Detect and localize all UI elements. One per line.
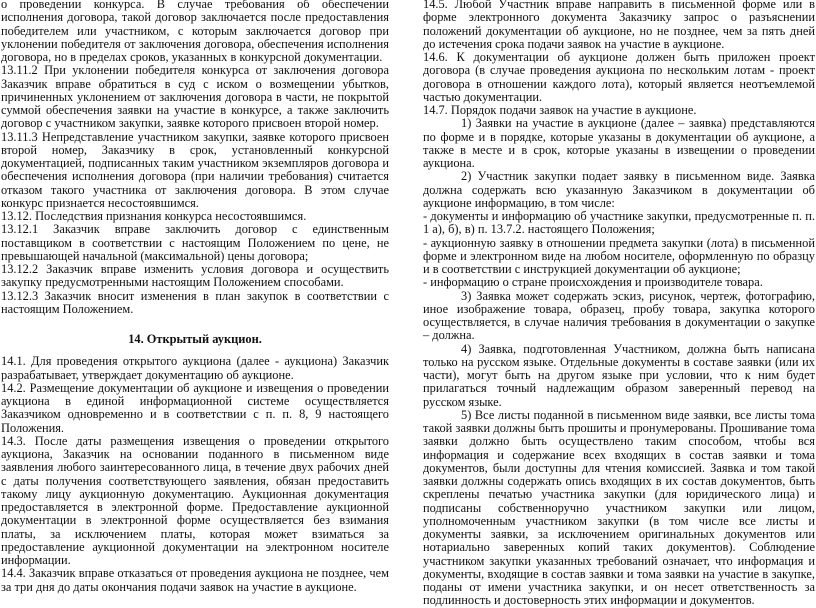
- list-item-documents: - документы и информацию об участнике закупки, предусмотренные п. п. 1 а), б), в) п. 13.7.2. настоящего Положения;: [423, 209, 815, 237]
- paragraph-14-6: 14.6. К документации об аукционе должен быть приложен проект договора (в случае проведения аукциона по нескольким лотам - проект договора в отношении каждого лота), который является неотъемлемой частью документации.: [423, 50, 815, 104]
- paragraph-14-1: 14.1. Для проведения открытого аукциона (далее - аукциона) Заказчик разрабатывает, утверждает документацию об аукционе.: [1, 354, 389, 382]
- list-item-country-info: - информацию о стране происхождения и производителе товара.: [423, 275, 763, 290]
- paragraph-13-12-1: 13.12.1 Заказчик вправе заключить договор с единственным поставщиком в соответствии с настоящим Положением по цене, не превышающей начальной (максимальной) цены договора;: [1, 222, 389, 263]
- item-5: 5) Все листы поданной в письменном виде заявки, все листы тома такой заявки должны быть прошиты и пронумерованы. Прошивание тома заявки должно быть осуществлено таким способом, чтобы вся информация и содержание всех входящих в состав заявки и тома документов, были доступны для чтения комиссией. Заявка и том такой заявки должны содержать опись входящих в их состав документов, быть скреплены печатью участника закупки (для юридического лица) и подписаны собственноручно участником закупки или лицом, уполномоченным участником закупки (в том числе все листы и документы заявки, за исключением оригинальных документов или нотариально заверенных копий таких документов). Соблюдение участником закупки указанных требований означает, что информация и документы, входящие в состав заявки и тома заявки на участие в закупке, поданы от имени участника закупки, и он несет ответственность за подлинность и достоверность этих информации и документов.: [423, 407, 815, 608]
- paragraph-14-3: 14.3. После даты размещения извещения о проведении открытого аукциона, Заказчик на основании поданного в письменном виде заявления любого заинтересованного лица, в течение двух рабочих дней с даты получения соответствующего заявления, обязан предоставить такому лицу аукционную документацию. Аукционная документация предоставляется в электронной форме. Предоставление аукционной документации в электронной форме осуществляется без взимания платы, за исключением платы, которая может взиматься за предоставление аукционной документации на электронном носителе информации.: [1, 433, 389, 567]
- paragraph-13-11-3: 13.11.3 Непредставление участником закупки, заявке которого присвоен второй номер, Заказчику в срок, установленный конкурсной документацией, подписанных таким участником экземпляров договора и обеспечения исполнения договора (при наличии требования) считается отказом такого участника от заключения договора. В этом случае конкурс признается несостоявшимся.: [1, 129, 389, 210]
- item-2: 2) Участник закупки подает заявку в письменном виде. Заявка должна содержать всю указанную Заказчиком в документации об аукционе информацию, в том числе:: [423, 169, 815, 210]
- paragraph-14-2: 14.2. Размещение документации об аукционе и извещения о проведении аукциона в единой информационной системе осуществляется Заказчиком одновременно и в соответствии с п. п. 8, 9 настоящего Положения.: [1, 380, 389, 435]
- paragraph-14-4: 14.4. Заказчик вправе отказаться от проведения аукциона не позднее, чем за три дня до даты окончания подачи заявок на участие в аукционе.: [1, 566, 389, 594]
- paragraph-13-11-2: 13.11.2 При уклонении победителя конкурса от заключения договора Заказчик вправе обратиться в суд с иском о возмещении убытков, причиненных уклонением от заключения договора в части, не покрытой суммой обеспечения заявки на участие в конкурсе, а также заключить договор с участником закупки, заявке которого присвоен второй номер.: [1, 63, 389, 131]
- section-heading: 14. Открытый аукцион.: [128, 332, 262, 346]
- paragraph-13-12: 13.12. Последствия признания конкурса несостоявшимся.: [1, 209, 307, 223]
- paragraph-13-11-1-tail: о проведении конкурса. В случае требования об обеспечении исполнения договора, такой договор заключается после предоставления победителем или участником, с которым заключается договор при уклонении победителя от заключения договора, обеспечения исполнения договора, но в пределах сроков, указанных в конкурсной документации.: [1, 0, 389, 64]
- paragraph-14-5: 14.5. Любой Участник вправе направить в письменной форме или в форме электронного документа Заказчику запрос о разъяснении положений документации об аукционе, но не позднее, чем за пять дней до истечения срока подачи заявок на участие в аукционе.: [423, 0, 815, 51]
- left-column: [1, 0, 389, 594]
- item-3: 3) Заявка может содержать эскиз, рисунок, чертеж, фотографию, иное изображение товара, образец, пробу товара, закупка которого осуществляется, в случае наличия требования в документации о закупке – должна.: [423, 288, 815, 343]
- paragraph-14-7: 14.7. Порядок подачи заявок на участие в аукционе.: [423, 103, 697, 117]
- paragraph-13-12-2: 13.12.2 Заказчик вправе изменить условия договора и осуществить закупку предусмотренными настоящим Положением способами.: [1, 262, 389, 290]
- list-item-auction-application: - аукционную заявку в отношении предмета закупки (лота) в письменной форме и электронном виде на любом носителе, оформленную по образцу и в соответствии с инструкцией документации об аукционе;: [423, 235, 815, 276]
- item-1: 1) Заявки на участие в аукционе (далее – заявка) представляются по форме и в порядке, которые указаны в документации об аукционе, а также в месте и в срок, которые указаны в извещении о проведении аукциона.: [423, 116, 815, 170]
- paragraph-13-12-3: 13.12.3 Заказчик вносит изменения в план закупок в соответствии с настоящим Положением.: [1, 288, 389, 316]
- right-column: [423, 0, 815, 608]
- item-4: 4) Заявка, подготовленная Участником, должна быть написана только на русском языке. Отдельные документы в составе заявки (или их части), могут быть на другом языке при условии, что к ним будет прилагаться точный надлежащим образом заверенный перевод на русском языке.: [423, 341, 815, 409]
